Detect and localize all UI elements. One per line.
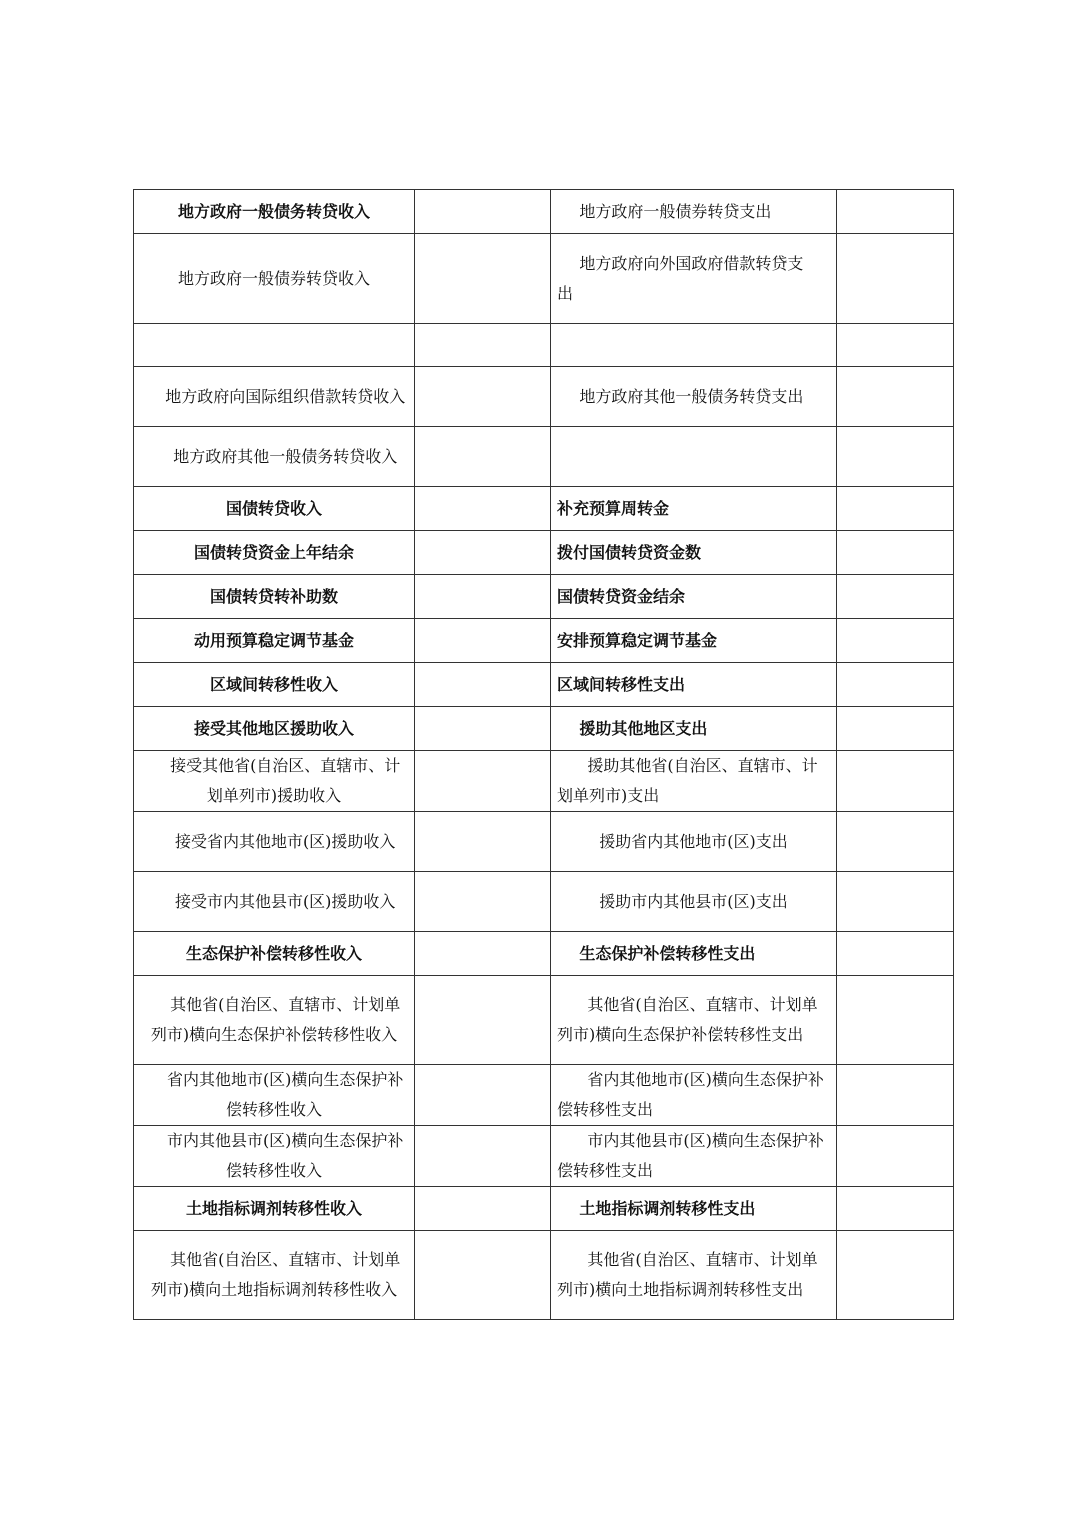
expenditure-item-cell: 生态保护补偿转移性支出 [551,932,837,976]
expenditure-item-cell: 土地指标调剂转移性支出 [551,1187,837,1231]
table-row [134,234,954,324]
expenditure-item-cell: 地方政府其他一般债务转贷支出 [551,367,837,427]
expenditure-amount-cell [837,190,954,234]
expenditure-amount-cell [837,427,954,487]
table-row [134,707,954,751]
income-amount-cell [415,1065,551,1126]
expenditure-item-cell: 国债转贷资金结余 [551,575,837,619]
expenditure-item-cell: 补充预算周转金 [551,487,837,531]
income-amount-cell [415,190,551,234]
expenditure-item-cell: 其他省(自治区、直辖市、计划单列市)横向生态保护补偿转移性支出 [551,976,837,1065]
budget-table [133,189,954,1320]
expenditure-item-cell: 援助市内其他县市(区)支出 [551,872,837,932]
table-row [134,932,954,976]
income-item-cell: 地方政府一般债券转贷收入 [134,234,415,324]
expenditure-item-cell: 援助省内其他地市(区)支出 [551,812,837,872]
expenditure-amount-cell [837,663,954,707]
income-amount-cell [415,324,551,367]
income-item-cell: 市内其他县市(区)横向生态保护补偿转移性收入 [134,1126,415,1187]
expenditure-item-cell [551,427,837,487]
income-amount-cell [415,1126,551,1187]
expenditure-amount-cell [837,367,954,427]
table-row [134,1065,954,1126]
expenditure-amount-cell [837,976,954,1065]
expenditure-amount-cell [837,619,954,663]
income-item-cell: 国债转贷资金上年结余 [134,531,415,575]
expenditure-amount-cell [837,1187,954,1231]
table-row [134,1187,954,1231]
income-amount-cell [415,976,551,1065]
income-amount-cell [415,707,551,751]
income-amount-cell [415,1187,551,1231]
income-amount-cell [415,367,551,427]
income-item-cell: 接受其他地区援助收入 [134,707,415,751]
table-row [134,663,954,707]
expenditure-item-cell: 拨付国债转贷资金数 [551,531,837,575]
income-amount-cell [415,1231,551,1320]
expenditure-amount-cell [837,575,954,619]
table-row [134,487,954,531]
income-amount-cell [415,427,551,487]
expenditure-item-cell: 其他省(自治区、直辖市、计划单列市)横向土地指标调剂转移性支出 [551,1231,837,1320]
table-row [134,812,954,872]
income-amount-cell [415,872,551,932]
table-row [134,1231,954,1320]
expenditure-item-cell: 援助其他省(自治区、直辖市、计划单列市)支出 [551,751,837,812]
income-item-cell: 其他省(自治区、直辖市、计划单列市)横向生态保护补偿转移性收入 [134,976,415,1065]
expenditure-amount-cell [837,751,954,812]
table-row [134,531,954,575]
expenditure-amount-cell [837,234,954,324]
income-amount-cell [415,531,551,575]
table-row [134,619,954,663]
expenditure-item-cell: 地方政府向外国政府借款转贷支 出 [551,234,837,324]
table-row [134,190,954,234]
expenditure-item-cell [551,324,837,367]
income-item-cell: 接受其他省(自治区、直辖市、计划单列市)援助收入 [134,751,415,812]
income-item-cell: 国债转贷转补助数 [134,575,415,619]
income-item-cell: 地方政府向国际组织借款转贷收入 [134,367,415,427]
expenditure-amount-cell [837,1231,954,1320]
income-item-cell: 地方政府一般债务转贷收入 [134,190,415,234]
expenditure-item-cell: 区域间转移性支出 [551,663,837,707]
expenditure-item-cell: 安排预算稳定调节基金 [551,619,837,663]
expenditure-amount-cell [837,1065,954,1126]
income-item-cell: 接受市内其他县市(区)援助收入 [134,872,415,932]
expenditure-amount-cell [837,872,954,932]
expenditure-item-cell: 市内其他县市(区)横向生态保护补偿转移性支出 [551,1126,837,1187]
expenditure-amount-cell [837,531,954,575]
expenditure-item-cell: 省内其他地市(区)横向生态保护补偿转移性支出 [551,1065,837,1126]
income-item-cell: 区域间转移性收入 [134,663,415,707]
expenditure-amount-cell [837,812,954,872]
table-row [134,324,954,367]
table-row [134,1126,954,1187]
table-row [134,976,954,1065]
income-item-cell: 土地指标调剂转移性收入 [134,1187,415,1231]
table-row [134,367,954,427]
table-row [134,751,954,812]
table-row [134,427,954,487]
table-row [134,872,954,932]
income-item-cell: 国债转贷收入 [134,487,415,531]
expenditure-amount-cell [837,1126,954,1187]
expenditure-amount-cell [837,324,954,367]
table-row [134,575,954,619]
income-amount-cell [415,487,551,531]
income-item-cell: 动用预算稳定调节基金 [134,619,415,663]
income-item-cell: 其他省(自治区、直辖市、计划单列市)横向土地指标调剂转移性收入 [134,1231,415,1320]
income-amount-cell [415,619,551,663]
income-item-cell: 生态保护补偿转移性收入 [134,932,415,976]
income-amount-cell [415,812,551,872]
income-amount-cell [415,575,551,619]
income-amount-cell [415,234,551,324]
income-item-cell [134,324,415,367]
income-amount-cell [415,663,551,707]
expenditure-amount-cell [837,707,954,751]
expenditure-amount-cell [837,932,954,976]
budget-table-body [134,190,954,1320]
income-item-cell: 接受省内其他地市(区)援助收入 [134,812,415,872]
expenditure-item-cell: 援助其他地区支出 [551,707,837,751]
expenditure-item-cell: 地方政府一般债券转贷支出 [551,190,837,234]
income-item-cell: 省内其他地市(区)横向生态保护补偿转移性收入 [134,1065,415,1126]
income-amount-cell [415,932,551,976]
income-amount-cell [415,751,551,812]
expenditure-amount-cell [837,487,954,531]
income-item-cell: 地方政府其他一般债务转贷收入 [134,427,415,487]
